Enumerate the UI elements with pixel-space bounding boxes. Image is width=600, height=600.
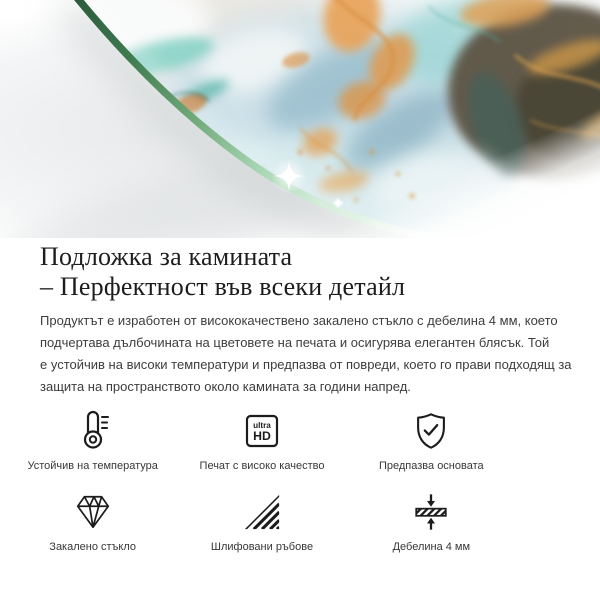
- feature-polished-edges: [177, 489, 346, 553]
- product-description-section: [0, 238, 600, 553]
- diamond-icon: [71, 492, 115, 532]
- hero-image-wrap: [0, 0, 600, 238]
- feature-temperature: [8, 408, 177, 472]
- polished-edges-icon: [242, 492, 282, 532]
- svg-text:ultra: ultra: [253, 420, 271, 430]
- thickness-4mm-icon: [410, 491, 452, 533]
- shield-check-icon: [410, 410, 452, 452]
- feature-label: Закалено стъкло: [49, 541, 137, 553]
- page-title-line-2: – Перфектност във всеки детайл: [40, 272, 406, 301]
- feature-print-quality: [177, 408, 346, 472]
- product-intro-text: [40, 310, 570, 398]
- svg-text:HD: HD: [253, 429, 271, 444]
- hero-product-image: [0, 0, 600, 238]
- feature-protection: [347, 408, 516, 472]
- page-title-line-1: Подложка за камината: [40, 242, 293, 271]
- intro-line: е устойчив на високи температури и предпазва от повреди, което го прави подходящ за: [40, 357, 572, 372]
- feature-label: Дебелина 4 мм: [392, 541, 471, 553]
- ultra-hd-icon: [242, 411, 282, 451]
- feature-label: Предпазва основата: [378, 460, 484, 472]
- feature-thickness: [347, 489, 516, 553]
- feature-label: Устойчив на температура: [27, 460, 158, 472]
- page-title: [40, 242, 562, 302]
- thermometer-icon: [71, 409, 115, 453]
- sparkle-icon: [271, 158, 307, 194]
- intro-line: Продуктът е изработен от висококачествено закалено стъкло с дебелина 4 мм, което: [40, 313, 558, 328]
- feature-grid: [8, 408, 516, 553]
- feature-label: Печат с високо качество: [199, 460, 325, 472]
- feature-label: Шлифовани ръбове: [210, 541, 314, 553]
- feature-tempered-glass: [8, 489, 177, 553]
- intro-line: подчертава дълбочината на цветовете на печата и осигурява елегантен блясък. Той: [40, 335, 550, 350]
- white-fade-overlay: [0, 0, 600, 238]
- intro-line: защита на пространството около камината за години напред.: [40, 379, 411, 394]
